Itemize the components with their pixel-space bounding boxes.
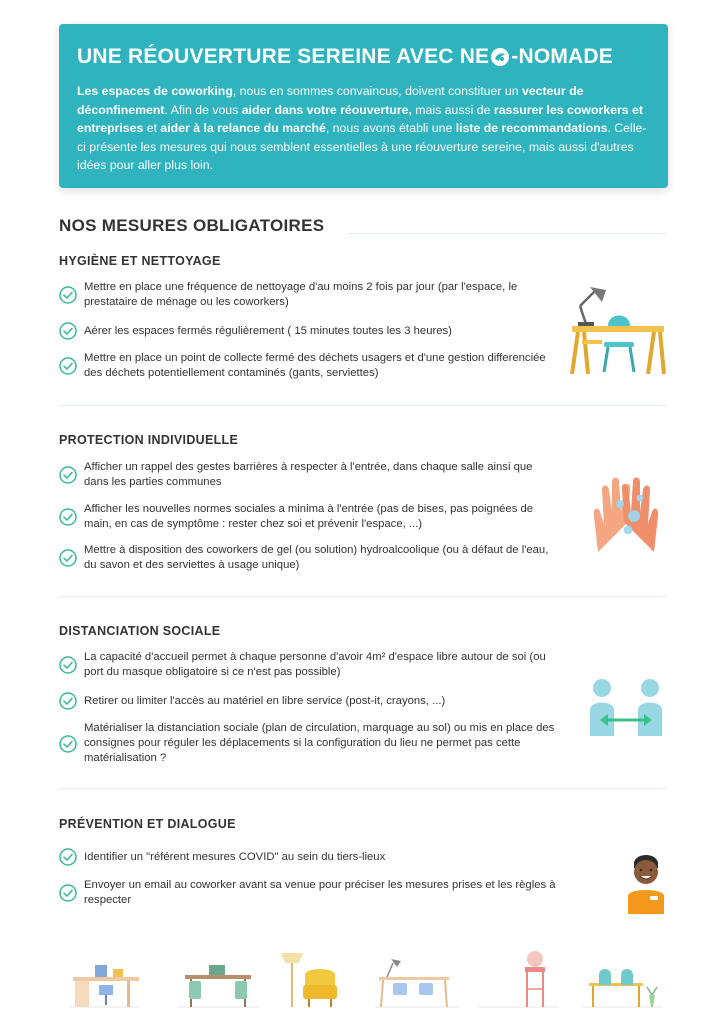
washing-hands-icon bbox=[590, 472, 662, 556]
banner-text-segment: . Celle-ci présente les mesures qui nous semblent essentielles à une réouverture sereine, mais aussi d'autres idées pour aller plus loin. bbox=[77, 121, 647, 172]
furniture-illustrations bbox=[59, 945, 666, 1011]
page-title: NOS MESURES OBLIGATOIRES bbox=[59, 216, 325, 235]
section-protection bbox=[59, 433, 666, 578]
intro-banner bbox=[59, 24, 668, 188]
check-circle-icon bbox=[59, 322, 77, 340]
floor-lamp-armchair-icon bbox=[281, 953, 337, 1007]
banner-text-segment: . Afin de vous bbox=[164, 102, 242, 117]
check-circle-icon bbox=[59, 848, 77, 866]
section-divider bbox=[59, 788, 666, 789]
banner-text-segment: et bbox=[143, 121, 161, 135]
check-circle-icon bbox=[59, 735, 77, 753]
section-prevention bbox=[59, 817, 666, 917]
neo-nomade-logo-icon bbox=[490, 47, 510, 67]
banner-title-end: -NOMADE bbox=[511, 45, 613, 68]
check-circle-icon bbox=[59, 692, 77, 710]
list-item-text: Aérer les espaces fermés régulièrement ( 15 minutes toutes les 3 heures) bbox=[84, 324, 452, 337]
distancing-people-icon bbox=[588, 676, 664, 738]
banner-emphasis: vecteur de déconfinement bbox=[77, 84, 584, 117]
lamp-desk-icon bbox=[375, 959, 459, 1007]
list-item-text: Mettre en place un point de collecte fermé des déchets usagers et d'une gestion differenciée des déchets potentiellement contaminés (gants, serviettes) bbox=[84, 352, 546, 379]
section-title-hygiene: HYGIÈNE ET NETTOYAGE bbox=[59, 254, 221, 268]
title-divider bbox=[348, 233, 666, 234]
banner-emphasis: aider à la relance du marché bbox=[160, 121, 326, 135]
banner-text-segment: , nous avons établi une bbox=[325, 121, 456, 135]
list-item bbox=[59, 848, 559, 866]
section-title-prevention: PRÉVENTION ET DIALOGUE bbox=[59, 817, 236, 831]
check-circle-icon bbox=[59, 884, 77, 902]
list-item bbox=[59, 721, 559, 766]
list-item bbox=[59, 280, 559, 310]
section-title-protection: PROTECTION INDIVIDUELLE bbox=[59, 433, 239, 447]
list-item bbox=[59, 502, 559, 532]
list-item bbox=[59, 351, 559, 381]
section-divider bbox=[59, 596, 666, 597]
list-item-text: La capacité d'accueil permet à chaque personne d'avoir 4m² d'espace libre autour de soi (ou port du masque obligatoire si ce n'est pas possible) bbox=[84, 651, 546, 678]
check-circle-icon bbox=[59, 508, 77, 526]
section-distanciation bbox=[59, 624, 666, 774]
banner-emphasis: aider dans votre réouverture, bbox=[241, 102, 412, 117]
banner-text-segment: mais aussi de bbox=[411, 102, 494, 117]
list-item-text: Afficher un rappel des gestes barrières à respecter à l'entrée, dans chaque salle ainsi que dans les parties communes bbox=[84, 461, 533, 488]
desk-chair-icon bbox=[69, 965, 139, 1007]
check-circle-icon bbox=[59, 286, 77, 304]
list-item bbox=[59, 692, 559, 710]
section-title-distanciation: DISTANCIATION SOCIALE bbox=[59, 624, 221, 638]
check-circle-icon bbox=[59, 357, 77, 375]
list-item-text: Mettre à disposition des coworkers de gel (ou solution) hydroalcoolique (ou à défaut de l'eau, du savon et des serviettes à usage unique) bbox=[84, 544, 549, 571]
list-item bbox=[59, 322, 559, 340]
banner-text-segment: , nous en sommes convaincus, doivent constituer un bbox=[232, 84, 522, 98]
list-item bbox=[59, 650, 559, 680]
bar-stool-icon bbox=[479, 951, 559, 1007]
desk-lamp-icon bbox=[568, 284, 668, 376]
check-circle-icon bbox=[59, 466, 77, 484]
banner-paragraph bbox=[77, 82, 650, 175]
list-item-text: Mettre en place une fréquence de nettoyage d'au moins 2 fois par jour (par l'espace, le prestataire de ménage ou les coworkers) bbox=[84, 281, 518, 308]
list-item-text: Identifier un "référent mesures COVID" au sein du tiers-lieux bbox=[84, 850, 386, 863]
banner-emphasis: rassurer les coworkers et entreprises bbox=[77, 102, 643, 135]
banner-title-start: UNE RÉOUVERTURE SEREINE AVEC NE bbox=[77, 45, 490, 68]
banner-emphasis: Les espaces de coworking bbox=[77, 84, 233, 98]
list-item-text: Matérialiser la distanciation sociale (plan de circulation, marquage au sol) ou mis en place des consignes pour réguler les déplacements si la configuration du lieu ne permet pas cette matérialisation ? bbox=[84, 722, 555, 764]
section-divider bbox=[59, 405, 666, 406]
check-circle-icon bbox=[59, 656, 77, 674]
banner-emphasis: liste de recommandations bbox=[455, 121, 608, 135]
list-item bbox=[59, 460, 559, 490]
list-item bbox=[59, 543, 559, 573]
list-item bbox=[59, 878, 559, 908]
check-circle-icon bbox=[59, 549, 77, 567]
list-item-text: Afficher les nouvelles normes sociales a minima à l'entrée (pas de bises, pas poignées de main, en cas de symptôme : rester chez soi et prévenir l'espace, ...) bbox=[84, 503, 534, 530]
cafe-table-icon bbox=[583, 969, 663, 1007]
list-item-text: Retirer ou limiter l'accès au matériel en libre service (post-it, crayons, ...) bbox=[84, 694, 446, 707]
meeting-table-icon bbox=[177, 965, 259, 1007]
covid-referent-icon bbox=[624, 850, 668, 914]
list-item-text: Envoyer un email au coworker avant sa venue pour préciser les mesures prises et les règles à respecter bbox=[84, 879, 556, 906]
banner-title bbox=[77, 42, 650, 72]
